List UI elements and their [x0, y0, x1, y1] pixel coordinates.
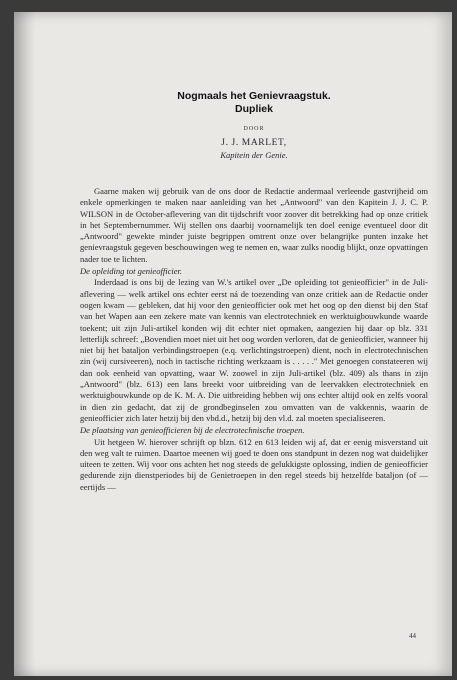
title-line-2: Dupliek	[235, 103, 273, 115]
article-body	[80, 186, 428, 493]
title-line-1: Nogmaals het Genievraagstuk.	[177, 90, 331, 102]
author-rank: Kapitein der Genie.	[220, 150, 288, 160]
byline-label: DOOR	[243, 126, 265, 132]
section-heading-opleiding: De opleiding tot genieofficier.	[80, 266, 183, 277]
page-number: 44	[409, 632, 416, 640]
section-heading-plaatsing: De plaatsing van genieofficieren bij de electrotechnische troepen.	[80, 425, 305, 436]
author-name: J. J. MARLET,	[221, 138, 287, 148]
article	[80, 90, 428, 493]
paragraph-intro: Gaarne maken wij gebruik van de ons door de Redactie andermaal verleende gastvrijheid om enkele opmerkingen te maken naar aanleiding van het „Antwoord" van den Kapitein J. J. C. P. WILSON in de October-aflevering van dit tijdschrift voor zoover dit betrekking had op onze critiek in het Septembernummer. Wij stellen ons daarbij voornamelijk ten doel eenige eventueel door dit „Antwoord" gewekte minder juiste begrippen omtrent onze over belangrijke punten inzake het genievraagstuk gegeven beschouwingen weg te nemen en, waar zulks noodig blijkt, onze opvattingen nader toe te lichten.	[80, 186, 428, 264]
paragraph-opleiding: Inderdaad is ons bij de lezing van W.'s artikel over „De opleiding tot genieofficier" in de Juli-aflevering — welk artikel ons echter eerst ná de toezending van onze critiek aan de Redactie onder oogen kwam — gebleken, dat hij voor den genieofficier ook met het oog op den dienst bij den Staf van het Wapen aan een zekere mate van kennis van electrotechniek en werktuigbouwkunde waarde toekent; uit zijn Juli-artikel konden wij dit echter niet opmaken, aangezien hij daar op blz. 331 letterlijk schreef: „Bovendien moet niet uit het oog worden verloren, dat de genieofficier, wanneer hij niet bij het bataljon verbindingstroepen (e.q. verlichtingstroepen) dient, noch in electrotechnischen zin (wij cursiveeren), noch in tactische richting werkzaam is . . . . ." Met genoegen constateeren wij dan ook eenheid van opvatting, waar W. zoowel in zijn Juli-artikel (blz. 409) als thans in zijn „Antwoord" (blz. 613) een lans breekt voor uitbreiding van de leervakken electrotechniek en werktuigbouwkunde op de K. M. A. Die uitbreiding hebben wij ons echter altijd ook en zelfs vooral in dien zin gedacht, dat zij de grondbeginselen zou omvatten van de vakkennis, waarin de genieofficier zich later hetzij bij den vbd.d., hetzij bij den vl.d. zal moeten specialiseeren.	[80, 277, 428, 423]
article-title	[80, 90, 428, 116]
document-page	[14, 12, 452, 676]
paragraph-plaatsing: Uit hetgeen W. hierover schrijft op blzn. 612 en 613 leiden wij af, dat er eenig misverstand uit den weg valt te ruimen. Daartoe meenen wij goed te doen ons standpunt in dezen nog wat duidelijker uiteen te zetten. Wij voor ons achten het nog steeds de gelukkigste oplossing, indien de genieofficier gedurende zijn dienstperiodes bij de Genietroepen in den regel steeds bij hetzelfde bataljon (of — eertijds —	[80, 436, 428, 492]
binding-gutter	[14, 12, 36, 676]
